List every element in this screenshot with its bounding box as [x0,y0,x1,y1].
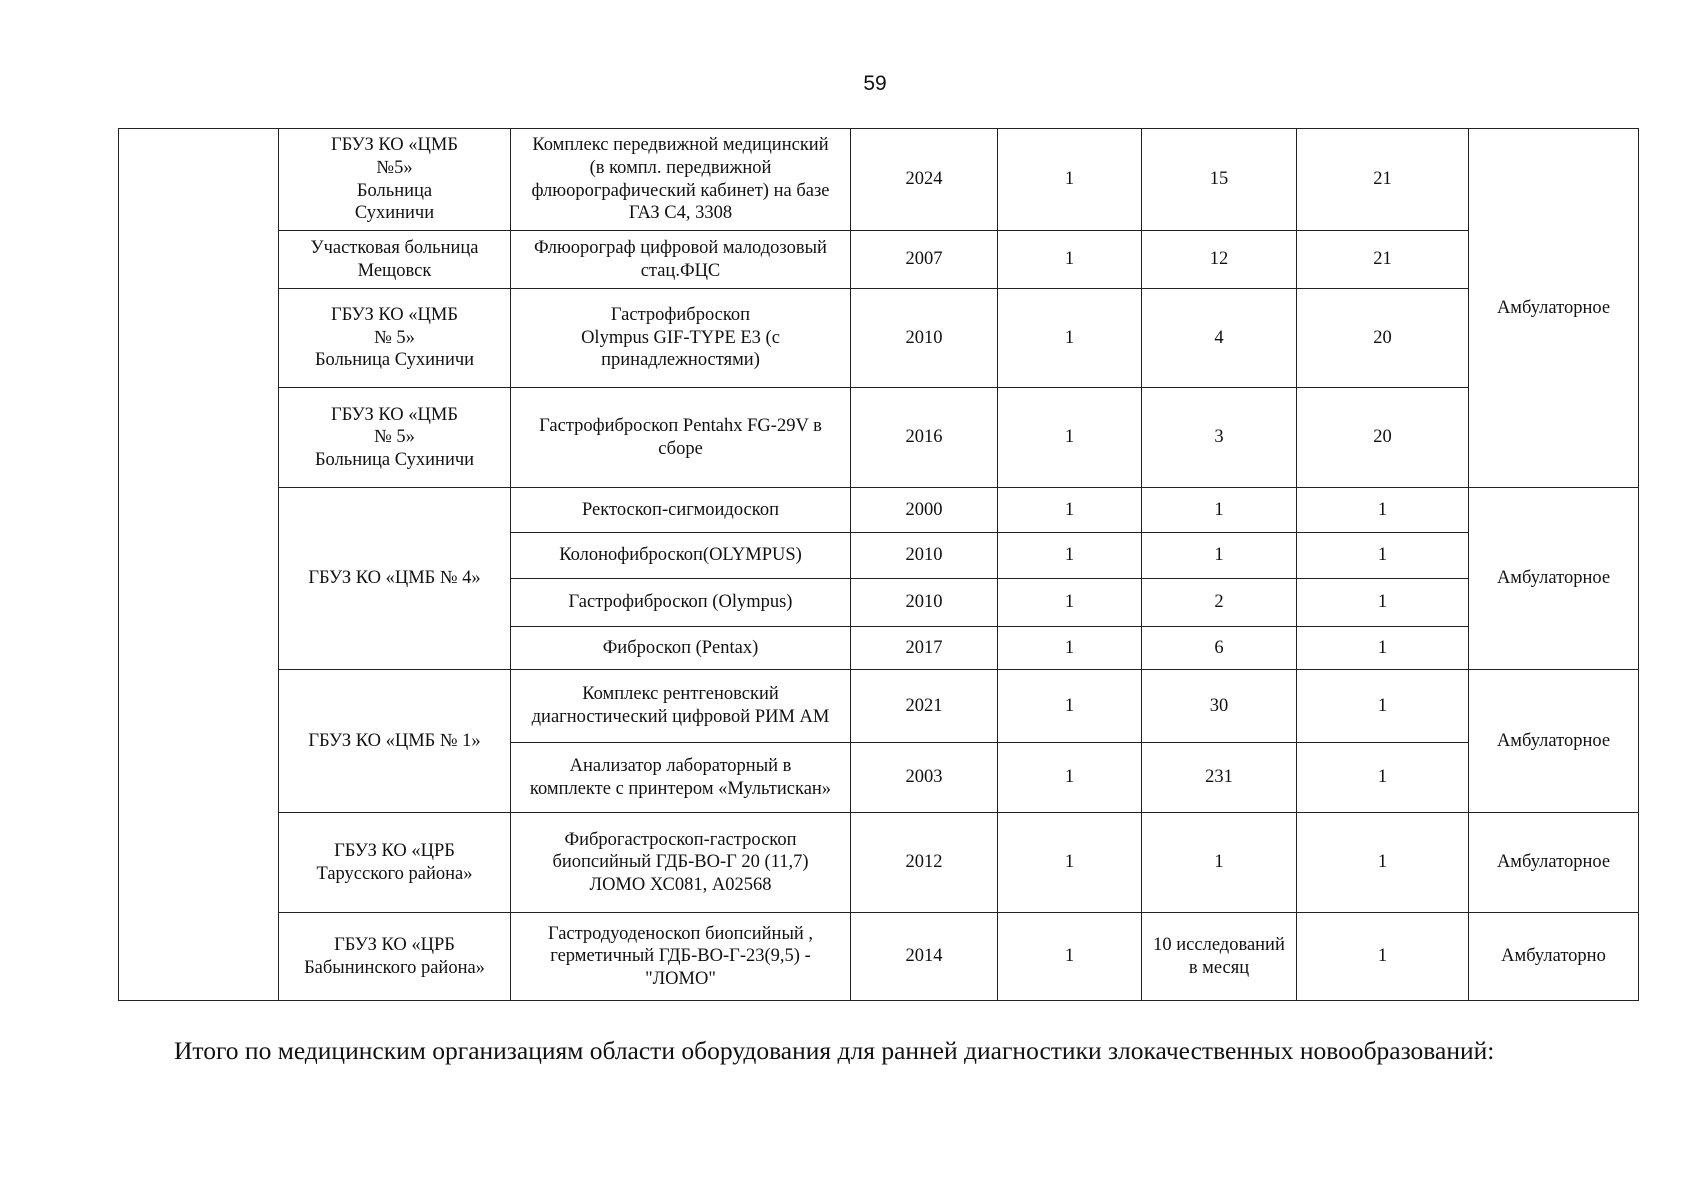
value-cell: 1 [1297,579,1469,627]
table-row [119,289,1639,388]
quantity-cell: 1 [998,579,1142,627]
equipment-cell: Фиброскоп (Pentax) [511,627,851,670]
year-cell: 2024 [851,129,998,231]
year-cell: 2010 [851,533,998,579]
value-cell: 1 [1297,488,1469,533]
org-cell: ГБУЗ КО «ЦМБ № 4» [279,488,511,670]
value-cell: 1 [1142,488,1297,533]
table-row [119,488,1639,533]
value-cell: 12 [1142,231,1297,289]
quantity-cell: 1 [998,129,1142,231]
quantity-cell: 1 [998,231,1142,289]
quantity-cell: 1 [998,289,1142,388]
equipment-table [118,128,1639,1001]
org-cell: ГБУЗ КО «ЦМБ №5» Больница Сухиничи [279,129,511,231]
table-row [119,670,1639,743]
equipment-cell: Комплекс рентгеновский диагностический цифровой РИМ АМ [511,670,851,743]
value-cell: 1 [1297,743,1469,813]
quantity-cell: 1 [998,743,1142,813]
quantity-cell: 1 [998,813,1142,913]
value-cell: 10 исследований в месяц [1142,913,1297,1001]
quantity-cell: 1 [998,488,1142,533]
value-cell: 15 [1142,129,1297,231]
value-cell: 1 [1297,627,1469,670]
summary-text: Итого по медицинским организациям области оборудования для ранней диагностики злокачественных новообразований: [174,1036,1495,1065]
value-cell: 20 [1297,388,1469,488]
care-type-cell: Амбулаторное [1469,488,1639,670]
table-row [119,231,1639,289]
year-cell: 2017 [851,627,998,670]
value-cell: 1 [1297,913,1469,1001]
value-cell: 21 [1297,129,1469,231]
value-cell: 1 [1297,670,1469,743]
quantity-cell: 1 [998,388,1142,488]
org-cell: ГБУЗ КО «ЦМБ № 5» Больница Сухиничи [279,388,511,488]
value-cell: 1 [1142,813,1297,913]
quantity-cell: 1 [998,627,1142,670]
value-cell: 1 [1297,533,1469,579]
quantity-cell: 1 [998,913,1142,1001]
year-cell: 2016 [851,388,998,488]
value-cell: 231 [1142,743,1297,813]
value-cell: 30 [1142,670,1297,743]
equipment-cell: Анализатор лабораторный в комплекте с принтером «Мультискан» [511,743,851,813]
value-cell: 21 [1297,231,1469,289]
value-cell: 4 [1142,289,1297,388]
table-row [119,813,1639,913]
year-cell: 2012 [851,813,998,913]
quantity-cell: 1 [998,533,1142,579]
org-cell: ГБУЗ КО «ЦМБ № 5» Больница Сухиничи [279,289,511,388]
care-type-cell: Амбулаторно [1469,913,1639,1001]
value-cell: 1 [1142,533,1297,579]
table-row [119,388,1639,488]
value-cell: 6 [1142,627,1297,670]
equipment-cell: Гастрофиброскоп Olympus GIF-TYPE E3 (с принадлежностями) [511,289,851,388]
equipment-cell: Гастродуоденоскоп биопсийный , герметичный ГДБ-ВО-Г-23(9,5) - "ЛОМО" [511,913,851,1001]
equipment-cell: Фиброгастроскоп-гастроскоп биопсийный ГДБ-ВО-Г 20 (11,7) ЛОМО ХС081, А02568 [511,813,851,913]
org-cell: Участковая больница Мещовск [279,231,511,289]
equipment-cell: Флюорограф цифровой малодозовый стац.ФЦС [511,231,851,289]
org-cell: ГБУЗ КО «ЦРБ Тарусского района» [279,813,511,913]
equipment-cell: Колонофиброскоп(OLYMPUS) [511,533,851,579]
year-cell: 2007 [851,231,998,289]
equipment-cell: Гастрофиброскоп (Olympus) [511,579,851,627]
equipment-cell: Гастрофиброскоп Pentahx FG-29V в сборе [511,388,851,488]
blank-first-column [119,129,279,1001]
table-row [119,129,1639,231]
table-row [119,913,1639,1001]
equipment-cell: Ректоскоп-сигмоидоскоп [511,488,851,533]
org-cell: ГБУЗ КО «ЦМБ № 1» [279,670,511,813]
quantity-cell: 1 [998,670,1142,743]
year-cell: 2003 [851,743,998,813]
value-cell: 2 [1142,579,1297,627]
year-cell: 2014 [851,913,998,1001]
value-cell: 1 [1297,813,1469,913]
value-cell: 20 [1297,289,1469,388]
care-type-cell: Амбулаторное [1469,813,1639,913]
year-cell: 2000 [851,488,998,533]
value-cell: 3 [1142,388,1297,488]
year-cell: 2021 [851,670,998,743]
care-type-cell: Амбулаторное [1469,670,1639,813]
year-cell: 2010 [851,579,998,627]
care-type-cell: Амбулаторное [1469,129,1639,488]
equipment-cell: Комплекс передвижной медицинский (в компл. передвижной флюорографический кабинет) на базе ГАЗ С4, 3308 [511,129,851,231]
page-number: 59 [863,72,887,95]
org-cell: ГБУЗ КО «ЦРБ Бабынинского района» [279,913,511,1001]
year-cell: 2010 [851,289,998,388]
